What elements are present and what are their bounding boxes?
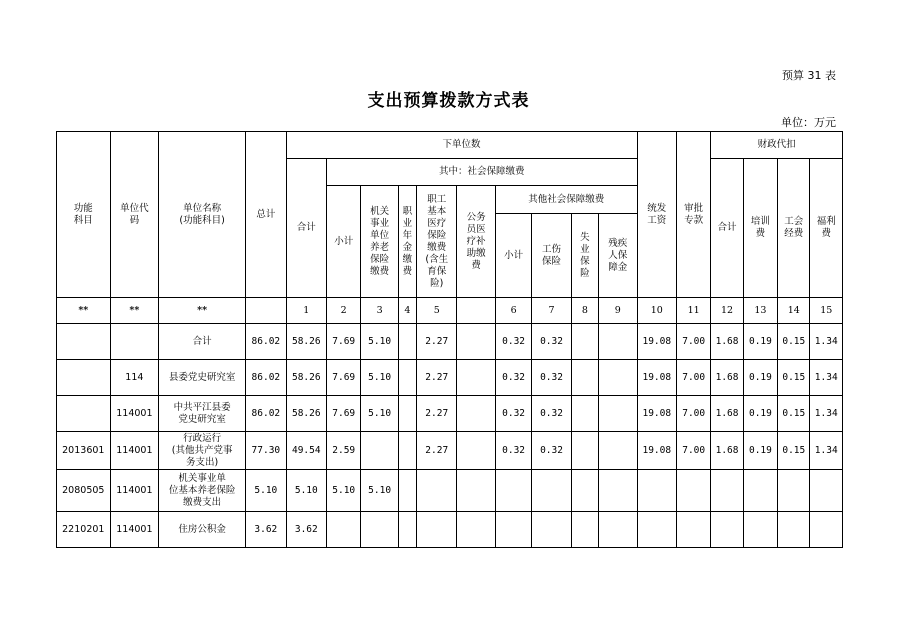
- unit-name: 机关事业单 位基本养老保险 缴费支出: [159, 470, 246, 512]
- unit-code: [110, 324, 159, 360]
- amount-cell: 2.27: [417, 360, 457, 396]
- amount-cell: 58.26: [286, 396, 326, 432]
- amount-cell: 58.26: [286, 324, 326, 360]
- amount-cell: [599, 396, 638, 432]
- index-cell: 7: [532, 298, 571, 324]
- amount-cell: [457, 470, 495, 512]
- header-annuity: 职 业 年 金 缴 费: [398, 186, 416, 298]
- table-row: [57, 512, 843, 548]
- amount-cell: [457, 360, 495, 396]
- amount-cell: [532, 512, 571, 548]
- amount-cell: [778, 470, 810, 512]
- amount-cell: 0.19: [743, 432, 777, 470]
- index-cell: 9: [599, 298, 638, 324]
- func-subject-code: 2013601: [57, 432, 111, 470]
- amount-cell: [743, 470, 777, 512]
- table-header: [57, 132, 843, 298]
- amount-cell: 5.10: [361, 396, 398, 432]
- unit-code: 114: [110, 360, 159, 396]
- index-cell: **: [159, 298, 246, 324]
- header-pension: 机关 事业 单位 养老 保险 缴费: [361, 186, 398, 298]
- index-cell: 11: [677, 298, 711, 324]
- amount-cell: 2.59: [327, 432, 361, 470]
- amount-cell: [457, 324, 495, 360]
- unit-name: 县委党史研究室: [159, 360, 246, 396]
- amount-cell: 1.34: [810, 432, 843, 470]
- amount-cell: 3.62: [246, 512, 286, 548]
- table-number: 预算 31 表: [782, 69, 836, 82]
- amount-cell: [677, 512, 711, 548]
- header-total: 总计: [246, 132, 286, 298]
- header-fiscal-deduct: 财政代扣: [711, 132, 843, 159]
- unit-code: 114001: [110, 396, 159, 432]
- amount-cell: 5.10: [361, 470, 398, 512]
- amount-cell: 1.34: [810, 324, 843, 360]
- amount-cell: 7.69: [327, 360, 361, 396]
- table-row: [57, 324, 843, 360]
- amount-cell: 1.68: [711, 432, 743, 470]
- document-title: 支出预算拨款方式表: [367, 91, 530, 111]
- index-cell: 6: [495, 298, 531, 324]
- index-cell: 14: [778, 298, 810, 324]
- amount-cell: 0.19: [743, 396, 777, 432]
- amount-cell: [810, 470, 843, 512]
- header-func-subject: 功能 科目: [57, 132, 111, 298]
- amount-cell: 0.32: [532, 324, 571, 360]
- amount-cell: 86.02: [246, 396, 286, 432]
- index-cell: [457, 298, 495, 324]
- amount-cell: 0.32: [495, 396, 531, 432]
- amount-cell: [398, 324, 416, 360]
- index-cell: **: [110, 298, 159, 324]
- amount-cell: 7.00: [677, 324, 711, 360]
- header-injury: 工伤 保险: [532, 214, 571, 298]
- amount-cell: [398, 512, 416, 548]
- amount-cell: [532, 470, 571, 512]
- amount-cell: 5.10: [361, 324, 398, 360]
- amount-cell: 0.32: [532, 360, 571, 396]
- amount-cell: 2.27: [417, 432, 457, 470]
- table-row: [57, 432, 843, 470]
- index-cell: [246, 298, 286, 324]
- amount-cell: [571, 470, 598, 512]
- amount-cell: 58.26: [286, 360, 326, 396]
- amount-cell: [743, 512, 777, 548]
- index-cell: 1: [286, 298, 326, 324]
- amount-cell: [398, 360, 416, 396]
- amount-cell: 0.15: [778, 432, 810, 470]
- table-body: [57, 324, 843, 548]
- amount-cell: 0.15: [778, 360, 810, 396]
- amount-cell: 1.34: [810, 360, 843, 396]
- amount-cell: [778, 512, 810, 548]
- index-cell: 10: [637, 298, 676, 324]
- amount-cell: 1.68: [711, 396, 743, 432]
- amount-cell: [599, 324, 638, 360]
- table-row: [57, 360, 843, 396]
- amount-cell: 7.00: [677, 360, 711, 396]
- budget-table: [56, 131, 843, 548]
- index-cell: 15: [810, 298, 843, 324]
- header-union: 工会 经费: [778, 159, 810, 298]
- table-row: [57, 396, 843, 432]
- amount-cell: 19.08: [637, 432, 676, 470]
- amount-cell: 19.08: [637, 360, 676, 396]
- index-cell: 13: [743, 298, 777, 324]
- header-wages: 统发 工资: [637, 132, 676, 298]
- amount-cell: [599, 360, 638, 396]
- func-subject-code: [57, 324, 111, 360]
- amount-cell: [398, 470, 416, 512]
- amount-cell: [637, 512, 676, 548]
- amount-cell: [599, 470, 638, 512]
- amount-cell: 5.10: [327, 470, 361, 512]
- amount-cell: [571, 396, 598, 432]
- amount-cell: 1.68: [711, 360, 743, 396]
- amount-cell: 5.10: [286, 470, 326, 512]
- amount-cell: 19.08: [637, 324, 676, 360]
- amount-cell: [571, 432, 598, 470]
- amount-cell: 1.34: [810, 396, 843, 432]
- index-cell: 4: [398, 298, 416, 324]
- amount-cell: 0.32: [495, 432, 531, 470]
- amount-cell: [398, 396, 416, 432]
- func-subject-code: 2210201: [57, 512, 111, 548]
- amount-cell: 0.19: [743, 360, 777, 396]
- unit-code: 114001: [110, 432, 159, 470]
- amount-cell: 3.62: [286, 512, 326, 548]
- header-social-security: 其中：社会保障缴费: [327, 159, 638, 186]
- amount-cell: 7.00: [677, 432, 711, 470]
- header-unemployment: 失 业 保 险: [571, 214, 598, 298]
- amount-cell: [711, 512, 743, 548]
- amount-cell: [677, 470, 711, 512]
- unit-label: 单位：万元: [781, 116, 836, 129]
- header-special: 审批 专款: [677, 132, 711, 298]
- index-row: [57, 298, 843, 324]
- header-welfare: 福利 费: [810, 159, 843, 298]
- header-other-small-total: 小计: [495, 214, 531, 298]
- amount-cell: [495, 512, 531, 548]
- unit-name: 合计: [159, 324, 246, 360]
- amount-cell: [417, 470, 457, 512]
- amount-cell: [599, 432, 638, 470]
- header-unit-name: 单位名称 (功能科目): [159, 132, 246, 298]
- amount-cell: [810, 512, 843, 548]
- amount-cell: [571, 512, 598, 548]
- header-other-social: 其他社会保障缴费: [495, 186, 637, 214]
- index-cell: 5: [417, 298, 457, 324]
- table-row: [57, 470, 843, 512]
- amount-cell: 0.32: [495, 360, 531, 396]
- amount-cell: 49.54: [286, 432, 326, 470]
- index-cell: 12: [711, 298, 743, 324]
- func-subject-code: [57, 360, 111, 396]
- amount-cell: 1.68: [711, 324, 743, 360]
- header-disability: 残疾 人保 障金: [599, 214, 638, 298]
- amount-cell: 7.69: [327, 324, 361, 360]
- header-medical: 职工 基本 医疗 保险 缴费 (含生 育保 险): [417, 186, 457, 298]
- amount-cell: [599, 512, 638, 548]
- header-subtotal-all: 合计: [286, 159, 326, 298]
- amount-cell: 2.27: [417, 324, 457, 360]
- amount-cell: [417, 512, 457, 548]
- unit-code: 114001: [110, 512, 159, 548]
- amount-cell: [571, 324, 598, 360]
- index-row-body: [57, 298, 843, 324]
- amount-cell: 0.15: [778, 396, 810, 432]
- amount-cell: 86.02: [246, 360, 286, 396]
- amount-cell: 7.00: [677, 396, 711, 432]
- amount-cell: 5.10: [361, 360, 398, 396]
- amount-cell: [457, 396, 495, 432]
- unit-name: 住房公积金: [159, 512, 246, 548]
- header-small-total: 小计: [327, 186, 361, 298]
- amount-cell: [711, 470, 743, 512]
- amount-cell: 7.69: [327, 396, 361, 432]
- amount-cell: [495, 470, 531, 512]
- header-fiscal-total: 合计: [711, 159, 743, 298]
- amount-cell: [571, 360, 598, 396]
- amount-cell: [637, 470, 676, 512]
- header-civil-medical: 公务 员医 疗补 助缴 费: [457, 186, 495, 298]
- amount-cell: [398, 432, 416, 470]
- amount-cell: 86.02: [246, 324, 286, 360]
- index-cell: 2: [327, 298, 361, 324]
- header-unit-code: 单位代 码: [110, 132, 159, 298]
- amount-cell: 0.19: [743, 324, 777, 360]
- index-cell: **: [57, 298, 111, 324]
- func-subject-code: 2080505: [57, 470, 111, 512]
- unit-name: 行政运行 (其他共产党事 务支出): [159, 432, 246, 470]
- amount-cell: 0.15: [778, 324, 810, 360]
- amount-cell: 0.32: [532, 432, 571, 470]
- amount-cell: 77.30: [246, 432, 286, 470]
- amount-cell: [327, 512, 361, 548]
- amount-cell: 19.08: [637, 396, 676, 432]
- index-cell: 8: [571, 298, 598, 324]
- amount-cell: [361, 432, 398, 470]
- unit-name: 中共平江县委 党史研究室: [159, 396, 246, 432]
- func-subject-code: [57, 396, 111, 432]
- amount-cell: 0.32: [532, 396, 571, 432]
- header-lower-unit-pay: 下单位数: [286, 132, 637, 159]
- amount-cell: [361, 512, 398, 548]
- amount-cell: 0.32: [495, 324, 531, 360]
- amount-cell: [457, 432, 495, 470]
- amount-cell: 5.10: [246, 470, 286, 512]
- amount-cell: [457, 512, 495, 548]
- index-cell: 3: [361, 298, 398, 324]
- amount-cell: 2.27: [417, 396, 457, 432]
- header-training: 培训 费: [743, 159, 777, 298]
- unit-code: 114001: [110, 470, 159, 512]
